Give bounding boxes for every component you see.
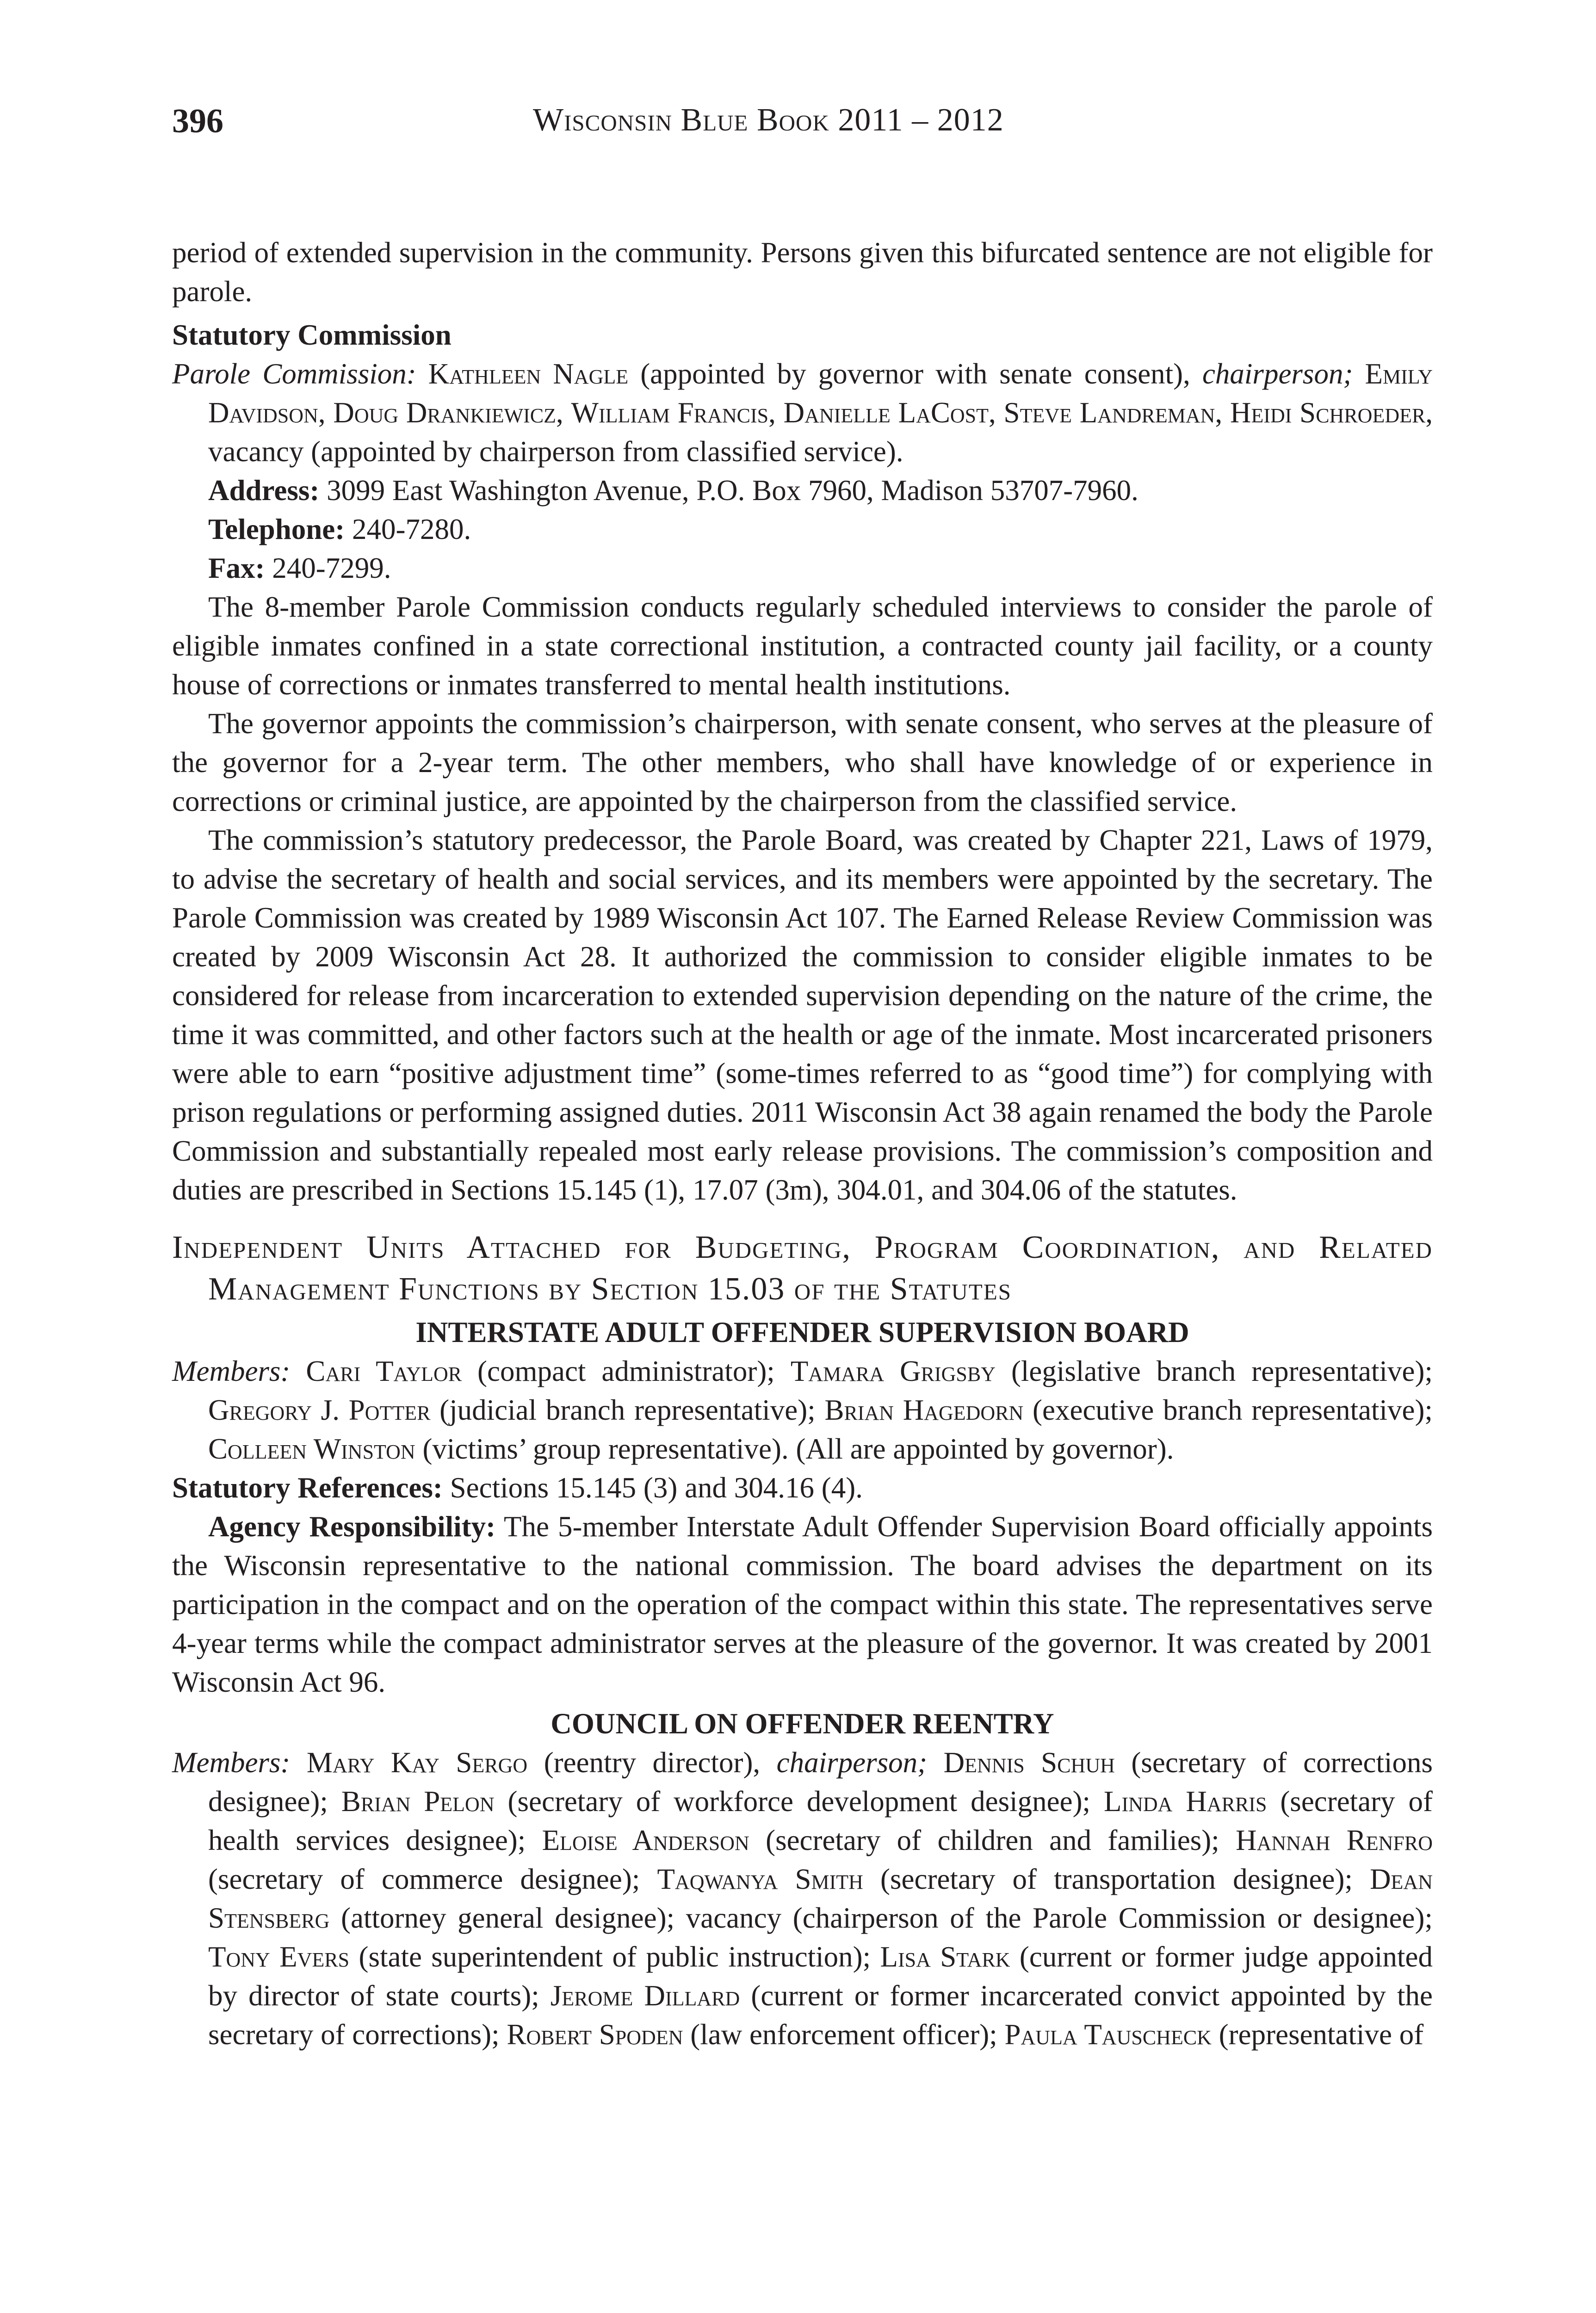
member-role: (state superintendent of public instruction); bbox=[349, 1941, 880, 1973]
member-role: (law enforcement officer); bbox=[683, 2018, 1005, 2051]
member-name: Hannah Renfro bbox=[1236, 1824, 1433, 1856]
member-separator: , bbox=[989, 396, 1004, 429]
member-name: Dennis Schuh bbox=[943, 1746, 1115, 1779]
member-role: (secretary of corrections designee); bbox=[208, 1746, 1433, 1818]
member-role: (representative of bbox=[1211, 2018, 1424, 2051]
page-number: 396 bbox=[172, 102, 223, 140]
commission-paragraph: The commission’s statutory predecessor, the Parole Board, was created by Chapter 221, Laws of 1979, to advise the secretary of health and social services, and its members were appointed by the secretary. The Parole Commission was created by 1989 Wisconsin Act 107. The Earned Release Review Commission was created by 2009 Wisconsin Act 28. It authorized the commission to consider eligible inmates to be considered for release from incarceration to extended supervision depending on the nature of the crime, the time it was committed, and other factors such at the health or age of the inmate. Most incarcerated prisoners were able to earn “positive adjustment time” (some-times referred to as “good time”) for complying with prison regulations or performing assigned duties. 2011 Wisconsin Act 38 again renamed the body the Parole Commission and substantially repealed most early release provisions. The commission’s composition and duties are prescribed in Sections 15.145 (1), 17.07 (3m), 304.01, and 304.06 of the statutes. bbox=[172, 824, 1433, 1206]
member-role: (secretary of health services designee); bbox=[208, 1785, 1433, 1856]
member-name: Tamara Grigsby bbox=[790, 1355, 996, 1387]
member-name: Linda Harris bbox=[1103, 1785, 1267, 1818]
fax-label: Fax: bbox=[208, 552, 265, 584]
chair-title: chairperson; bbox=[776, 1746, 928, 1779]
telephone-value: 240-7280. bbox=[352, 513, 471, 545]
member-name: Taqwanya Smith bbox=[657, 1863, 863, 1895]
member-name: Danielle LaCost bbox=[783, 396, 989, 429]
interstate-board-members bbox=[172, 1352, 1433, 1468]
member-separator: , bbox=[1215, 396, 1230, 429]
statutory-text: Sections 15.145 (3) and 304.16 (4). bbox=[450, 1472, 863, 1504]
member-role: (secretary of children and families); bbox=[749, 1824, 1236, 1856]
reentry-council-members bbox=[172, 1743, 1433, 2054]
running-header bbox=[172, 93, 1433, 148]
commission-label: Parole Commission: bbox=[172, 358, 416, 390]
member-separator: , bbox=[556, 396, 571, 429]
member-separator: , bbox=[768, 396, 784, 429]
member-role: (victims’ group representative). (All are appointed by governor). bbox=[415, 1433, 1174, 1465]
interstate-board-heading: INTERSTATE ADULT OFFENDER SUPERVISION BOARD bbox=[415, 1316, 1189, 1348]
member-name: Gregory J. Potter bbox=[208, 1394, 431, 1426]
commission-paragraph: The 8-member Parole Commission conducts regularly scheduled interviews to consider the parole of eligible inmates confined in a state correctional institution, a contracted county jail facility, or a county house of corrections or inmates transferred to mental health institutions. bbox=[172, 591, 1433, 701]
agency-label: Agency Responsibility: bbox=[208, 1510, 496, 1543]
chair-role: (reentry director), bbox=[527, 1746, 777, 1779]
agency-responsibility bbox=[172, 1507, 1433, 1701]
member-name: Doug Drankiewicz bbox=[333, 396, 557, 429]
reentry-council-heading: COUNCIL ON OFFENDER REENTRY bbox=[551, 1707, 1054, 1740]
member-name: Cari Taylor bbox=[306, 1355, 462, 1387]
member-role: (secretary of commerce designee); bbox=[208, 1863, 657, 1895]
member-role: (attorney general designee); vacancy (chairperson of the Parole Commission or designee); bbox=[329, 1902, 1433, 1934]
telephone-label: Telephone: bbox=[208, 513, 345, 545]
member-name: Brian Pelon bbox=[341, 1785, 495, 1818]
member-name: Colleen Winston bbox=[208, 1433, 415, 1465]
member-role: (executive branch representative); bbox=[1023, 1394, 1433, 1426]
address-line bbox=[172, 471, 1433, 510]
statutory-commission-heading: Statutory Commission bbox=[172, 319, 452, 351]
member-name: Eloise Anderson bbox=[542, 1824, 749, 1856]
chair-name: Mary Kay Sergo bbox=[306, 1746, 528, 1779]
statutory-references bbox=[172, 1468, 1433, 1507]
address-label: Address: bbox=[208, 474, 320, 507]
member-role: (secretary of transportation designee); bbox=[863, 1863, 1370, 1895]
member-role: (secretary of workforce development designee); bbox=[494, 1785, 1104, 1818]
running-title: Wisconsin Blue Book 2011 – 2012 bbox=[533, 102, 1004, 138]
address-value: 3099 East Washington Avenue, P.O. Box 7960, Madison 53707-7960. bbox=[327, 474, 1138, 507]
chair-name: Kathleen Nagle bbox=[428, 358, 629, 390]
member-role: (current or former incarcerated convict appointed by the secretary of corrections); bbox=[208, 1979, 1433, 2051]
member-separator: , bbox=[318, 396, 334, 429]
members-label: Members: bbox=[172, 1355, 291, 1387]
member-name: Jerome Dillard bbox=[550, 1979, 740, 2012]
telephone-line bbox=[172, 510, 1433, 549]
member-name: Dean Stensberg bbox=[208, 1863, 1433, 1934]
members-label: Members: bbox=[172, 1746, 291, 1779]
page-body bbox=[172, 233, 1433, 2054]
member-role: (judicial branch representative); bbox=[430, 1394, 825, 1426]
member-name: Brian Hagedorn bbox=[824, 1394, 1024, 1426]
chair-note: (appointed by governor with senate consent), bbox=[640, 358, 1190, 390]
intro-paragraph: period of extended supervision in the community. Persons given this bifurcated sentence are not eligible for parole. bbox=[172, 236, 1433, 308]
chair-role: chairperson; bbox=[1202, 358, 1353, 390]
independent-units-heading: Independent Units Attached for Budgeting, Program Coordination, and Related Management Functions by Section 15.03 of the Statutes bbox=[172, 1230, 1433, 1307]
member-name: William Francis bbox=[571, 396, 769, 429]
member-name: Tony Evers bbox=[208, 1941, 350, 1973]
member-separator: , vacancy (appointed by chairperson from classified service). bbox=[208, 396, 1433, 468]
member-name: Robert Spoden bbox=[507, 2018, 683, 2051]
member-name: Steve Landreman bbox=[1003, 396, 1215, 429]
statutory-label: Statutory References: bbox=[172, 1472, 443, 1504]
member-name: Heidi Schroeder bbox=[1230, 396, 1426, 429]
member-name: Emily Davidson bbox=[208, 358, 1433, 429]
parole-commission-members bbox=[172, 354, 1433, 471]
member-name: Paula Tauscheck bbox=[1004, 2018, 1212, 2051]
member-name: Lisa Stark bbox=[880, 1941, 1010, 1973]
fax-line bbox=[172, 549, 1433, 588]
member-role: (compact administrator); bbox=[462, 1355, 791, 1387]
commission-paragraph: The governor appoints the commission’s chairperson, with senate consent, who serves at the pleasure of the governor for a 2-year term. The other members, who shall have knowledge of or experience in corrections or criminal justice, are appointed by the chairperson from the classified service. bbox=[172, 707, 1433, 817]
member-role: (current or former judge appointed by director of state courts); bbox=[208, 1941, 1433, 2012]
agency-text: The 5-member Interstate Adult Offender Supervision Board officially appoints the Wisconsin representative to the national commission. The board advises the department on its participation in the compact and on the operation of the compact within this state. The representatives serve 4-year terms while the compact administrator serves at the pleasure of the governor. It was created by 2001 Wisconsin Act 96. bbox=[172, 1510, 1433, 1698]
document-page bbox=[172, 93, 1433, 2051]
fax-value: 240-7299. bbox=[272, 552, 391, 584]
member-role: (legislative branch representative); bbox=[995, 1355, 1433, 1387]
